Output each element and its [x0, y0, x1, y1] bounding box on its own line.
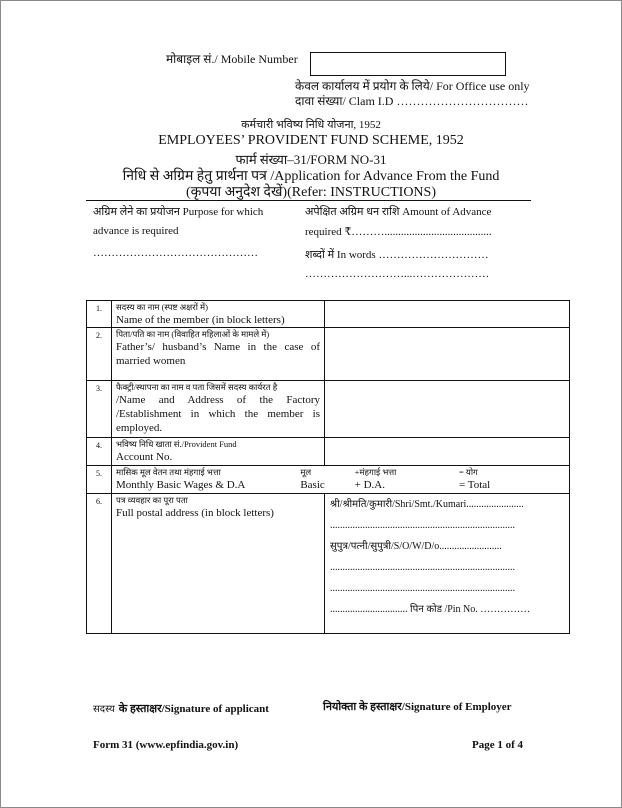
wages-row — [112, 466, 570, 494]
purpose-label-2: advance is required — [93, 225, 179, 237]
row-label — [112, 381, 325, 438]
row-number: 5. — [87, 466, 112, 494]
claim-id-field[interactable]: दावा संख्या/ Clam I.D …………………………… — [295, 94, 529, 108]
da-label[interactable]: + D.A. — [354, 479, 385, 491]
amount-field[interactable]: required ₹………....................................... — [305, 226, 492, 238]
form-number: फार्म संख्या–31/FORM NO-31 — [235, 152, 387, 167]
row-label-english: Father’s/ husband’s Name in the case of married women — [116, 341, 320, 367]
form-footer: Form 31 (www.epfindia.gov.in) — [93, 739, 239, 751]
amount-words-field[interactable]: शब्दों में In words ………………………… — [305, 249, 489, 261]
row-label — [112, 438, 325, 466]
row-label-english: Account No. — [116, 451, 173, 463]
applicant-signature-hindi: सदस्य — [93, 704, 115, 715]
row-label — [112, 301, 325, 328]
row-label — [112, 328, 325, 381]
row-label-hindi: फैक्ट्री/स्थापना का नाम व पता जिसमें सदस्य कार्यरत है — [116, 382, 278, 392]
scheme-title: EMPLOYEES’ PROVIDENT FUND SCHEME, 1952 — [158, 133, 464, 148]
purpose-field[interactable]: ……………………………………… — [93, 247, 258, 259]
member-name-field[interactable] — [325, 301, 570, 328]
row-label-hindi: मासिक मूल वेतन तथा मंहगाई भत्ता — [116, 467, 221, 477]
row-number: 1. — [87, 301, 112, 328]
basic-label[interactable]: Basic — [300, 479, 325, 491]
row-label-hindi: सदस्य का नाम (स्पष्ट अक्षरों में) — [116, 302, 208, 312]
application-title: निधि से अग्रिम हेतु प्रार्थना पत्र /Application for Advance From the Fund — [122, 169, 500, 184]
applicant-signature-label: के हस्ताक्षर/Signature of applicant — [118, 703, 269, 715]
address-line[interactable]: .......................................................................... — [330, 583, 515, 594]
row-label-hindi: पिता/पति का नाम (विवाहित महिलाओं के मामले में) — [116, 329, 270, 339]
pf-account-field[interactable] — [325, 438, 570, 466]
mobile-label: मोबाइल सं./ Mobile Number — [166, 52, 298, 66]
table-row — [87, 301, 570, 328]
basic-label-hindi: मूल — [300, 467, 312, 477]
row-number: 6. — [87, 494, 112, 634]
address-name-line[interactable]: श्री/श्रीमति/कुमारी/Shri/Smt./Kumari....................... — [330, 499, 524, 510]
amount-label: अपेक्षित अग्रिम धन राशि Amount of Advance — [305, 206, 492, 218]
address-line[interactable]: .......................................................................... — [330, 562, 515, 573]
row-label-hindi: पत्र व्यवहार का पूरा पता — [116, 495, 188, 505]
address-relation-line[interactable]: सुपुत्र/पत्नी/सुपुत्री/S/O/W/D/o......................... — [330, 541, 502, 552]
page-number: Page 1 of 4 — [472, 739, 524, 751]
row-label-english: Name of the member (in block letters) — [116, 314, 285, 326]
employer-signature[interactable]: नियोक्ता के हस्ताक्षर/Signature of Employer — [323, 701, 512, 713]
refer-instructions: (कृपया अनुदेश देखें)(Refer: INSTRUCTIONS) — [185, 185, 436, 200]
row-label-english: Full postal address (in block letters) — [116, 507, 274, 519]
scheme-title-hindi: कर्मचारी भविष्य निधि योजना, 1952 — [241, 119, 381, 131]
member-details-table — [86, 300, 570, 634]
table-row — [87, 494, 570, 634]
postal-address-field[interactable] — [325, 494, 570, 634]
purpose-label: अग्रिम लेने का प्रयोजन Purpose for which — [93, 206, 264, 218]
table-row — [87, 328, 570, 381]
applicant-signature[interactable] — [93, 699, 269, 717]
office-use-label: केवल कार्यालय में प्रयोग के लिये/ For Office use only — [295, 79, 530, 93]
father-husband-name-field[interactable] — [325, 328, 570, 381]
pin-code-line[interactable]: ............................... पिन कोड /Pin No. …………… — [330, 604, 531, 615]
amount-words-line-2[interactable]: ………………………...………………… — [305, 268, 490, 280]
mobile-number-field[interactable] — [310, 52, 506, 76]
title-divider — [86, 200, 531, 201]
address-line[interactable]: .......................................................................... — [330, 520, 515, 531]
row-number: 3. — [87, 381, 112, 438]
row-number: 2. — [87, 328, 112, 381]
da-label-hindi: +मंहगाई भत्ता — [354, 467, 397, 477]
total-label-hindi: = योग — [458, 467, 478, 477]
row-label-hindi: भविष्य निधि खाता सं./Provident Fund — [116, 439, 237, 449]
establishment-address-field[interactable] — [325, 381, 570, 438]
table-row — [87, 438, 570, 466]
total-label[interactable]: = Total — [458, 479, 491, 491]
row-label — [112, 494, 325, 634]
row-number: 4. — [87, 438, 112, 466]
row-label-english: /Name and Address of the Factory /Establishment in which the member is employed. — [116, 394, 320, 434]
row-label-english: Monthly Basic Wages & D.A — [116, 479, 246, 491]
table-row — [87, 381, 570, 438]
table-row — [87, 466, 570, 494]
